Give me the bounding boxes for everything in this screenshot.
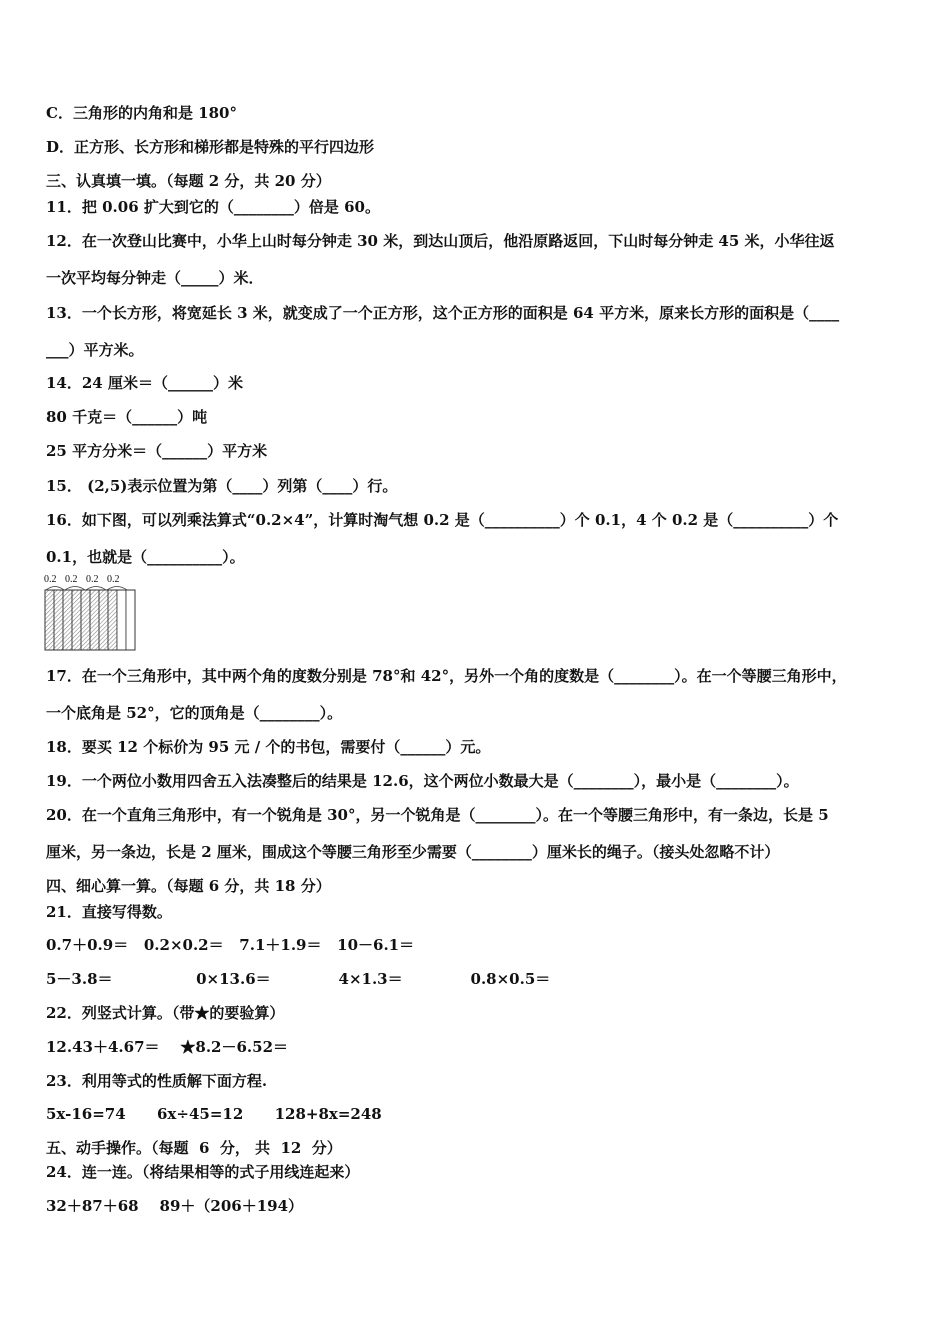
question-18: 18．要买 12 个标价为 95 元 / 个的书包，需要付（______）元。 — [46, 738, 491, 756]
question-12-line-1: 12．在一次登山比赛中，小华上山时每分钟走 30 米，到达山顶后，他沿原路返回，下山时每分钟走 45 米，小华往返 — [46, 232, 835, 250]
question-20-line-1: 20．在一个直角三角形中，有一个锐角是 30°，另一个锐角是（________）。在一个等腰三角形中，有一条边，长是 5 — [46, 806, 829, 824]
grid-cells — [45, 590, 135, 650]
shaded-cell — [81, 590, 90, 650]
question-24-expressions: 32＋87＋68 89＋（206＋194） — [46, 1197, 304, 1215]
figure-label: 0.2 — [65, 574, 78, 585]
question-24: 24．连一连。（将结果相等的式子用线连起来） — [46, 1163, 360, 1181]
option-c: C．三角形的内角和是 180° — [46, 104, 237, 122]
question-14-part-1: 14．24 厘米＝（______）米 — [46, 374, 243, 392]
shaded-cell — [99, 590, 108, 650]
figure-labels — [44, 574, 140, 586]
figure-label: 0.2 — [44, 574, 57, 585]
option-d: D．正方形、长方形和梯形都是特殊的平行四边形 — [46, 138, 375, 156]
question-17-line-2: 一个底角是 52°，它的顶角是（________）。 — [46, 704, 343, 722]
decimal-grid — [44, 586, 140, 652]
question-23-equations: 5x-16=74 6x÷45=12 128+8x=248 — [46, 1105, 382, 1123]
question-13-line-2: ___）平方米。 — [46, 341, 144, 359]
question-22: 22．列竖式计算。（带★的要验算） — [46, 1004, 285, 1022]
question-22-problems: 12.43＋4.67＝ ★8.2－6.52＝ — [46, 1038, 289, 1056]
question-19: 19．一个两位小数用四舍五入法凑整后的结果是 12.6，这个两位小数最大是（________），最小是（________）。 — [46, 772, 799, 790]
question-16-line-2: 0.1，也就是（__________）。 — [46, 548, 245, 566]
figure-label: 0.2 — [107, 574, 120, 585]
question-11: 11．把 0.06 扩大到它的（________）倍是 60。 — [46, 198, 380, 216]
question-14-part-2: 80 千克＝（______）吨 — [46, 408, 208, 426]
shaded-cell — [63, 590, 72, 650]
question-17-line-1: 17．在一个三角形中，其中两个角的度数分别是 78°和 42°，另外一个角的度数是（________）。在一个等腰三角形中， — [46, 667, 847, 685]
question-16-line-1: 16．如下图，可以列乘法算式“0.2×4”，计算时淘气想 0.2 是（__________）个 0.1，4 个 0.2 是（__________）个 — [46, 511, 839, 529]
question-13-line-1: 13．一个长方形，将宽延长 3 米，就变成了一个正方形，这个正方形的面积是 64 平方米，原来长方形的面积是（____ — [46, 304, 840, 322]
section-5-heading: 五、动手操作。（每题 6 分， 共 12 分） — [46, 1139, 342, 1157]
question-15: 15． (2,5)表示位置为第（____）列第（____）行。 — [46, 477, 398, 495]
question-21: 21．直接写得数。 — [46, 903, 172, 921]
empty-cell — [126, 590, 135, 650]
shaded-cell — [90, 590, 99, 650]
shaded-cell — [54, 590, 63, 650]
figure-label: 0.2 — [86, 574, 99, 585]
empty-cell — [117, 590, 126, 650]
section-3-heading: 三、认真填一填。（每题 2 分，共 20 分） — [46, 172, 331, 190]
brace-marks — [46, 587, 127, 591]
question-14-part-3: 25 平方分米＝（______）平方米 — [46, 442, 268, 460]
section-4-heading: 四、细心算一算。（每题 6 分，共 18 分） — [46, 877, 331, 895]
shaded-cell — [108, 590, 117, 650]
question-21-row-2: 5－3.8＝ 0×13.6＝ 4×1.3＝ 0.8×0.5＝ — [46, 970, 551, 988]
question-23: 23．利用等式的性质解下面方程. — [46, 1072, 268, 1090]
decimal-grid-figure — [44, 574, 140, 656]
shaded-cell — [72, 590, 81, 650]
question-21-row-1: 0.7＋0.9＝ 0.2×0.2＝ 7.1＋1.9＝ 10－6.1＝ — [46, 936, 415, 954]
question-12-line-2: 一次平均每分钟走（_____）米． — [46, 269, 264, 287]
shaded-cell — [45, 590, 54, 650]
question-20-line-2: 厘米，另一条边，长是 2 厘米，围成这个等腰三角形至少需要（________）厘米长的绳子。（接头处忽略不计） — [46, 843, 780, 861]
